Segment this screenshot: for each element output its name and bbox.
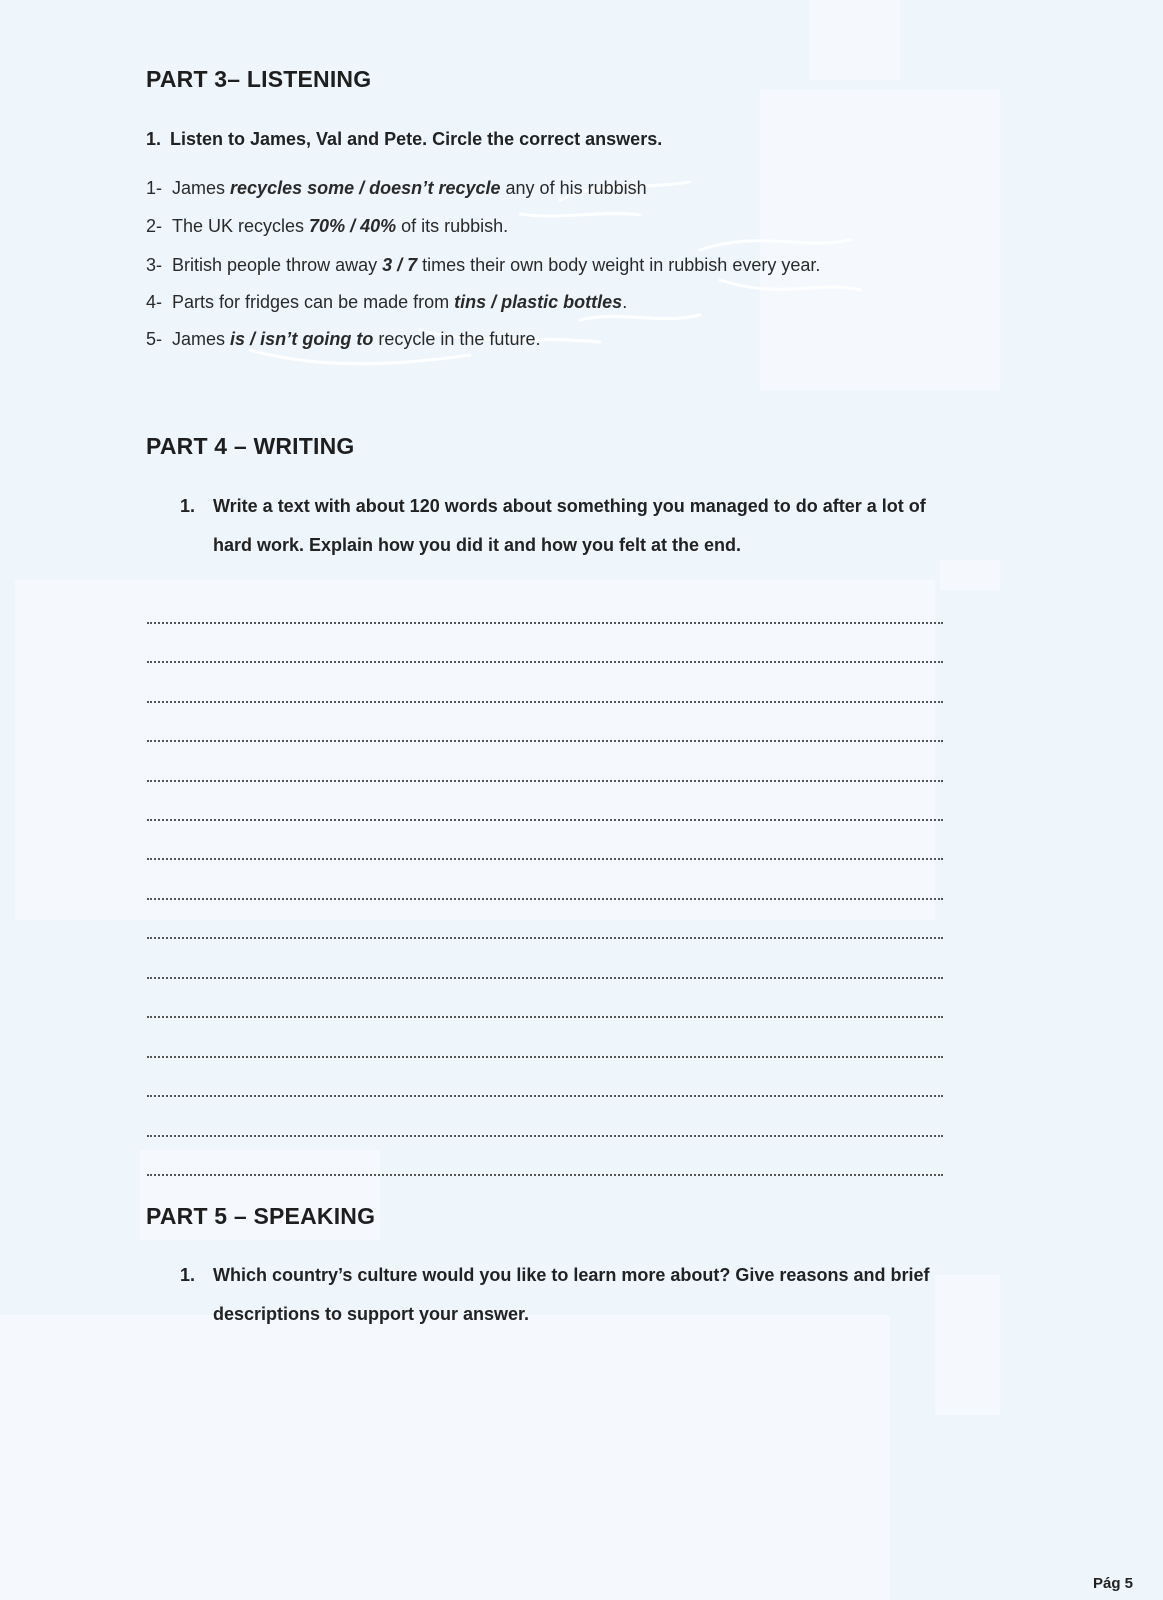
part5-task-number: 1. bbox=[180, 1265, 196, 1285]
part3-task-number: 1. bbox=[146, 129, 162, 149]
part3-task bbox=[146, 120, 946, 159]
answer-line[interactable] bbox=[147, 898, 943, 900]
answer-line[interactable] bbox=[147, 701, 943, 703]
page-number: Pág 5 bbox=[1092, 1575, 1133, 1592]
answer-option[interactable]: recycles some bbox=[230, 178, 355, 198]
answer-option[interactable]: is bbox=[230, 329, 246, 349]
list-item: 5- James is / isn’t going to recycle in the future. bbox=[146, 329, 541, 349]
answer-option[interactable]: 7 bbox=[407, 255, 418, 275]
part4-task-line1: Write a text with about 120 words about something you managed to do after a lot of bbox=[213, 496, 926, 516]
item-number: 1- bbox=[146, 178, 163, 198]
item-number: 5- bbox=[146, 329, 163, 349]
answer-line[interactable] bbox=[147, 740, 943, 742]
part3-task-text: Listen to James, Val and Pete. Circle the correct answers. bbox=[170, 129, 663, 149]
answer-option[interactable]: 70% bbox=[309, 216, 346, 236]
answer-option[interactable]: doesn’t recycle bbox=[369, 178, 501, 198]
item-number: 4- bbox=[146, 292, 163, 312]
answer-line[interactable] bbox=[147, 1174, 943, 1176]
answer-line[interactable] bbox=[147, 622, 943, 624]
answer-option[interactable]: isn’t going to bbox=[260, 329, 374, 349]
part5-task-line2: descriptions to support your answer. bbox=[213, 1304, 530, 1324]
answer-line[interactable] bbox=[147, 977, 943, 979]
answer-line[interactable] bbox=[147, 780, 943, 782]
answer-option[interactable]: tins bbox=[454, 292, 487, 312]
answer-line[interactable] bbox=[147, 937, 943, 939]
answer-line[interactable] bbox=[147, 858, 943, 860]
answer-line[interactable] bbox=[147, 1016, 943, 1018]
part4-task bbox=[180, 487, 970, 565]
list-item: 4- Parts for fridges can be made from tins / plastic bottles. bbox=[146, 292, 628, 312]
answer-line[interactable] bbox=[147, 661, 943, 663]
answer-option[interactable]: 40% bbox=[360, 216, 397, 236]
item-number: 3- bbox=[146, 255, 163, 275]
part5-heading: PART 5 – SPEAKING bbox=[146, 1203, 376, 1229]
list-item: 1- James recycles some / doesn’t recycle any of his rubbish bbox=[146, 178, 647, 198]
answer-option[interactable]: plastic bottles bbox=[501, 292, 623, 312]
part4-heading: PART 4 – WRITING bbox=[146, 433, 355, 459]
answer-option[interactable]: 3 bbox=[382, 255, 393, 275]
part4-task-line2: hard work. Explain how you did it and how you felt at the end. bbox=[213, 535, 742, 555]
answer-line[interactable] bbox=[147, 819, 943, 821]
part5-task bbox=[180, 1256, 970, 1334]
part4-task-number: 1. bbox=[180, 496, 196, 516]
answer-line[interactable] bbox=[147, 1095, 943, 1097]
part5-task-line1: Which country’s culture would you like to learn more about? Give reasons and brief bbox=[213, 1265, 930, 1285]
list-item: 2- The UK recycles 70% / 40% of its rubbish. bbox=[146, 216, 509, 236]
list-item: 3- British people throw away 3 / 7 times their own body weight in rubbish every year. bbox=[146, 255, 821, 275]
part3-heading: PART 3– LISTENING bbox=[146, 66, 372, 92]
item-number: 2- bbox=[146, 216, 163, 236]
answer-line[interactable] bbox=[147, 1056, 943, 1058]
answer-line[interactable] bbox=[147, 1135, 943, 1137]
